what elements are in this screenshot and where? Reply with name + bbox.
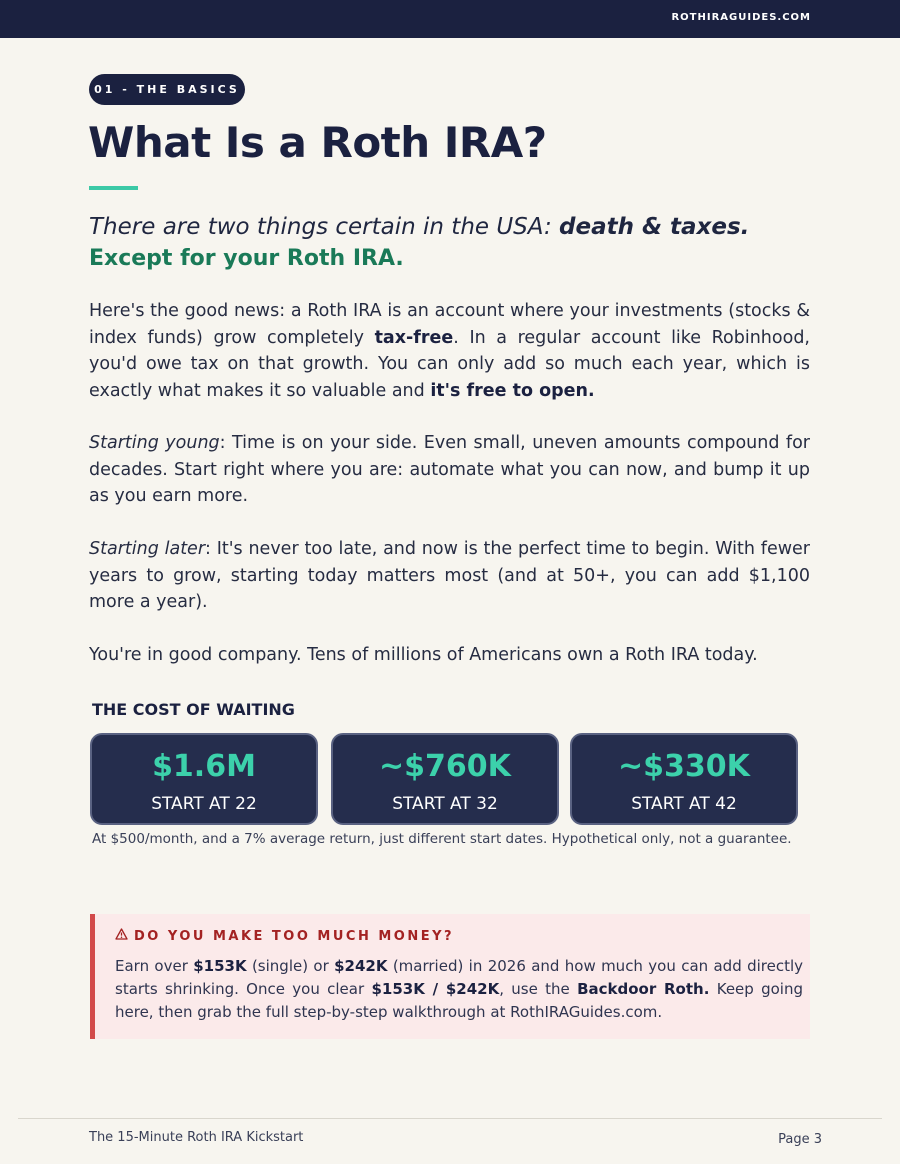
p1-text-c: . In a regular account like Robinhood, you'd owe tax on that growth. You can only add so much each year, which is exactly what makes it so valuable and	[89, 327, 810, 401]
p1-bold-tax-free: tax-free	[374, 327, 454, 348]
stat-value: ~$330K	[618, 749, 750, 784]
starting-young-paragraph	[89, 430, 810, 510]
callout-body	[115, 955, 803, 1024]
callout-bold: Backdoor Roth.	[577, 980, 710, 998]
income-limit-callout	[90, 914, 810, 1039]
stat-card-start-32	[331, 733, 559, 825]
lead-emphasis: death & taxes.	[559, 214, 750, 240]
page-number: Page 3	[778, 1132, 822, 1147]
footer-doc-title: The 15-Minute Roth IRA Kickstart	[89, 1130, 304, 1145]
footer-divider	[18, 1118, 882, 1119]
site-name: ROTHIRAGUIDES.COM	[671, 12, 811, 23]
top-bar	[0, 0, 900, 38]
callout-bold: $242K	[334, 957, 388, 975]
good-company-paragraph: You're in good company. Tens of millions of Americans own a Roth IRA today.	[89, 645, 758, 665]
intro-paragraph	[89, 298, 810, 404]
stat-label: START AT 32	[392, 794, 498, 814]
callout-title	[115, 928, 454, 944]
starting-later-label: Starting later	[89, 539, 206, 559]
p1-text-a: Here's the good news: a Roth IRA is an account where your investments (stocks & index funds) grow completely	[89, 301, 810, 348]
stat-value: ~$760K	[379, 749, 511, 784]
cost-footnote: At $500/month, and a 7% average return, just different start dates. Hypothetical only, not a guarantee.	[92, 831, 792, 847]
callout-text: Keep going here, then grab the full step-by-step walkthrough at RothIRAGuides.com.	[115, 980, 803, 1021]
stat-label: START AT 22	[151, 794, 257, 814]
lead-highlight: Except for your Roth IRA.	[89, 246, 404, 271]
stat-card-start-42	[570, 733, 798, 825]
lead-line	[89, 212, 829, 243]
starting-later-paragraph	[89, 536, 810, 616]
callout-bold: $153K	[193, 957, 247, 975]
callout-bold: $153K / $242K	[371, 980, 500, 998]
stat-value: $1.6M	[152, 749, 256, 784]
stat-card-start-22	[90, 733, 318, 825]
section-pill: 01 - THE BASICS	[89, 74, 245, 105]
p1-bold-free-to-open: it's free to open.	[430, 380, 595, 401]
title-accent-divider	[89, 186, 138, 190]
starting-young-label: Starting young	[89, 433, 220, 453]
page-title: What Is a Roth IRA?	[88, 118, 547, 167]
callout-text: Earn over	[115, 957, 194, 975]
callout-text: , use the	[499, 980, 578, 998]
warning-triangle-icon	[115, 928, 128, 944]
callout-text: (single) or	[246, 957, 335, 975]
starting-young-text: : Time is on your side. Even small, uneven amounts compound for decades. Start right where you are: automate what you can now, and bump it up as you earn more.	[89, 433, 810, 506]
stat-label: START AT 42	[631, 794, 737, 814]
callout-text: (married) in 2026 and how much you can add directly starts shrinking. Once you clear	[115, 957, 803, 998]
callout-title-text: DO YOU MAKE TOO MUCH MONEY?	[134, 929, 455, 944]
lead-text: There are two things certain in the USA:	[89, 214, 560, 240]
starting-later-text: : It's never too late, and now is the perfect time to begin. With fewer years to grow, starting today matters most (and at 50+, you can add $1,100 more a year).	[89, 539, 810, 612]
cost-of-waiting-heading: THE COST OF WAITING	[92, 700, 295, 719]
